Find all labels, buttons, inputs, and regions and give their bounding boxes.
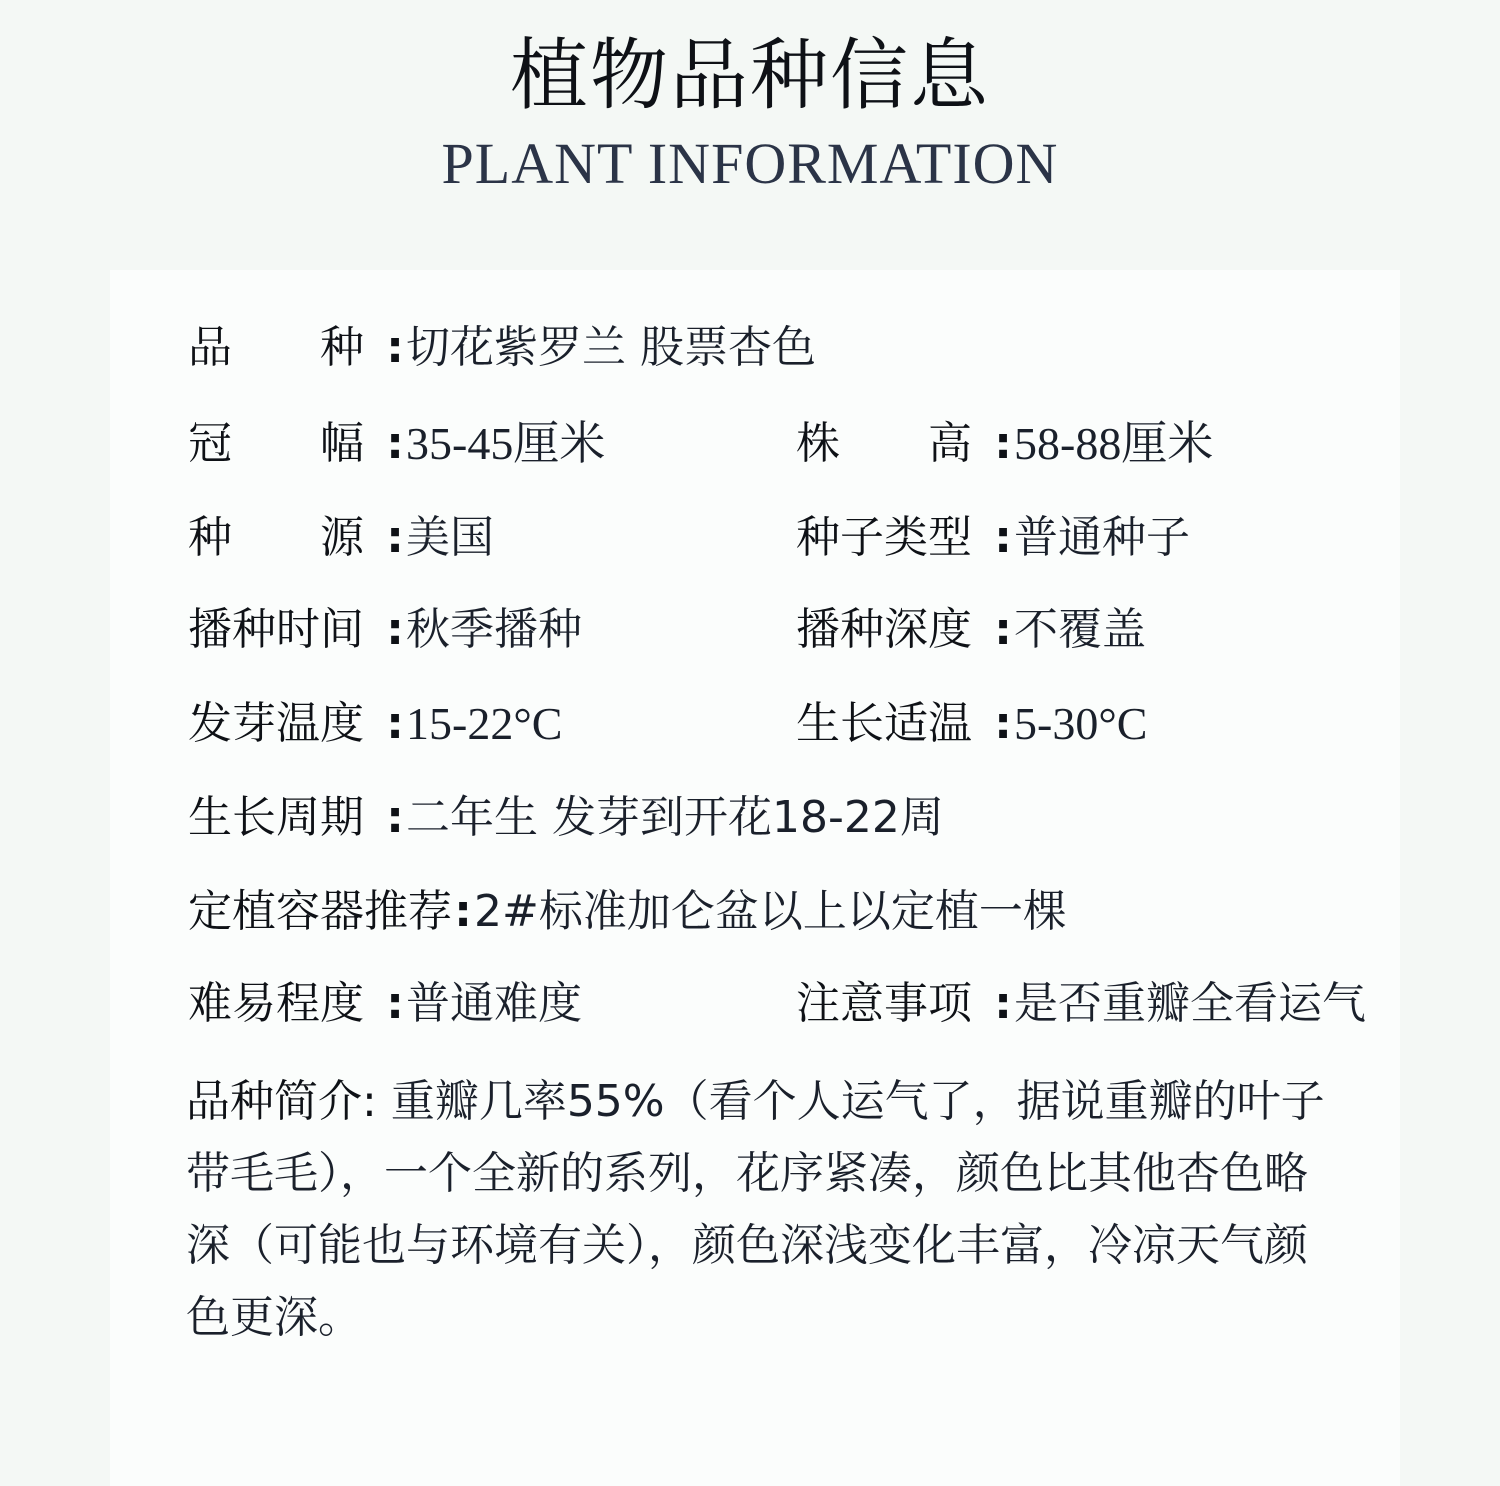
field-value: 5-30°C bbox=[1014, 698, 1148, 749]
field-origin bbox=[188, 508, 494, 568]
field-colon: : bbox=[386, 512, 404, 563]
field-value: 美国 bbox=[406, 512, 494, 563]
field-value: 15-22°C bbox=[406, 698, 563, 749]
field-difficulty bbox=[188, 974, 582, 1034]
field-germination-temp bbox=[188, 694, 562, 754]
field-colon: : bbox=[386, 792, 404, 843]
field-variety bbox=[188, 318, 816, 378]
field-colon: : bbox=[994, 418, 1012, 469]
field-label: 注意事项 bbox=[796, 978, 972, 1029]
field-label: 品 种 bbox=[188, 322, 364, 373]
field-label: 冠 幅 bbox=[188, 418, 364, 469]
field-colon: : bbox=[386, 418, 404, 469]
intro-label: 品种简介: bbox=[186, 1076, 377, 1127]
page-subtitle: PLANT INFORMATION bbox=[441, 131, 1059, 196]
field-value: 是否重瓣全看运气 bbox=[1014, 978, 1366, 1029]
field-value: 二年生 发芽到开花18-22周 bbox=[406, 792, 944, 843]
field-label: 播种深度 bbox=[796, 604, 972, 655]
field-label: 定植容器推荐 bbox=[188, 886, 452, 937]
field-colon: : bbox=[994, 978, 1012, 1029]
field-colon: : bbox=[994, 604, 1012, 655]
variety-intro bbox=[186, 1066, 1346, 1354]
field-colon: : bbox=[994, 698, 1012, 749]
field-label: 发芽温度 bbox=[188, 698, 364, 749]
field-value: 35-45厘米 bbox=[406, 418, 606, 469]
field-sowing-depth bbox=[796, 600, 1146, 660]
field-label: 生长适温 bbox=[796, 698, 972, 749]
field-growth-cycle bbox=[188, 788, 944, 848]
field-colon: : bbox=[386, 978, 404, 1029]
field-value: 秋季播种 bbox=[406, 604, 582, 655]
field-label: 生长周期 bbox=[188, 792, 364, 843]
field-crown-width bbox=[188, 414, 605, 474]
field-colon: : bbox=[386, 322, 404, 373]
field-colon: : bbox=[994, 512, 1012, 563]
field-value: 不覆盖 bbox=[1014, 604, 1146, 655]
field-plant-height bbox=[796, 414, 1213, 474]
field-value: 切花紫罗兰 股票杏色 bbox=[406, 322, 816, 373]
field-value: 普通种子 bbox=[1014, 512, 1190, 563]
field-value: 普通难度 bbox=[406, 978, 582, 1029]
intro-text: 重瓣几率55%（看个人运气了，据说重瓣的叶子带毛毛），一个全新的系列，花序紧凑，颜色比其他杏色略深（可能也与环境有关），颜色深浅变化丰富，冷凉天气颜色更深。 bbox=[186, 1076, 1325, 1343]
field-seed-type bbox=[796, 508, 1190, 568]
field-label: 难易程度 bbox=[188, 978, 364, 1029]
field-colon: : bbox=[386, 698, 404, 749]
field-label: 株 高 bbox=[796, 418, 972, 469]
field-growth-temp bbox=[796, 694, 1147, 754]
field-notes bbox=[796, 974, 1366, 1034]
field-colon: : bbox=[454, 886, 472, 937]
page-title: 植物品种信息 bbox=[509, 31, 990, 121]
field-label: 种 源 bbox=[188, 512, 364, 563]
field-label: 种子类型 bbox=[796, 512, 972, 563]
field-value: 2#标准加仑盆以上以定植一棵 bbox=[474, 886, 1067, 937]
field-colon: : bbox=[386, 604, 404, 655]
field-sowing-time bbox=[188, 600, 582, 660]
field-container bbox=[188, 882, 1067, 942]
field-value: 58-88厘米 bbox=[1014, 418, 1214, 469]
field-label: 播种时间 bbox=[188, 604, 364, 655]
